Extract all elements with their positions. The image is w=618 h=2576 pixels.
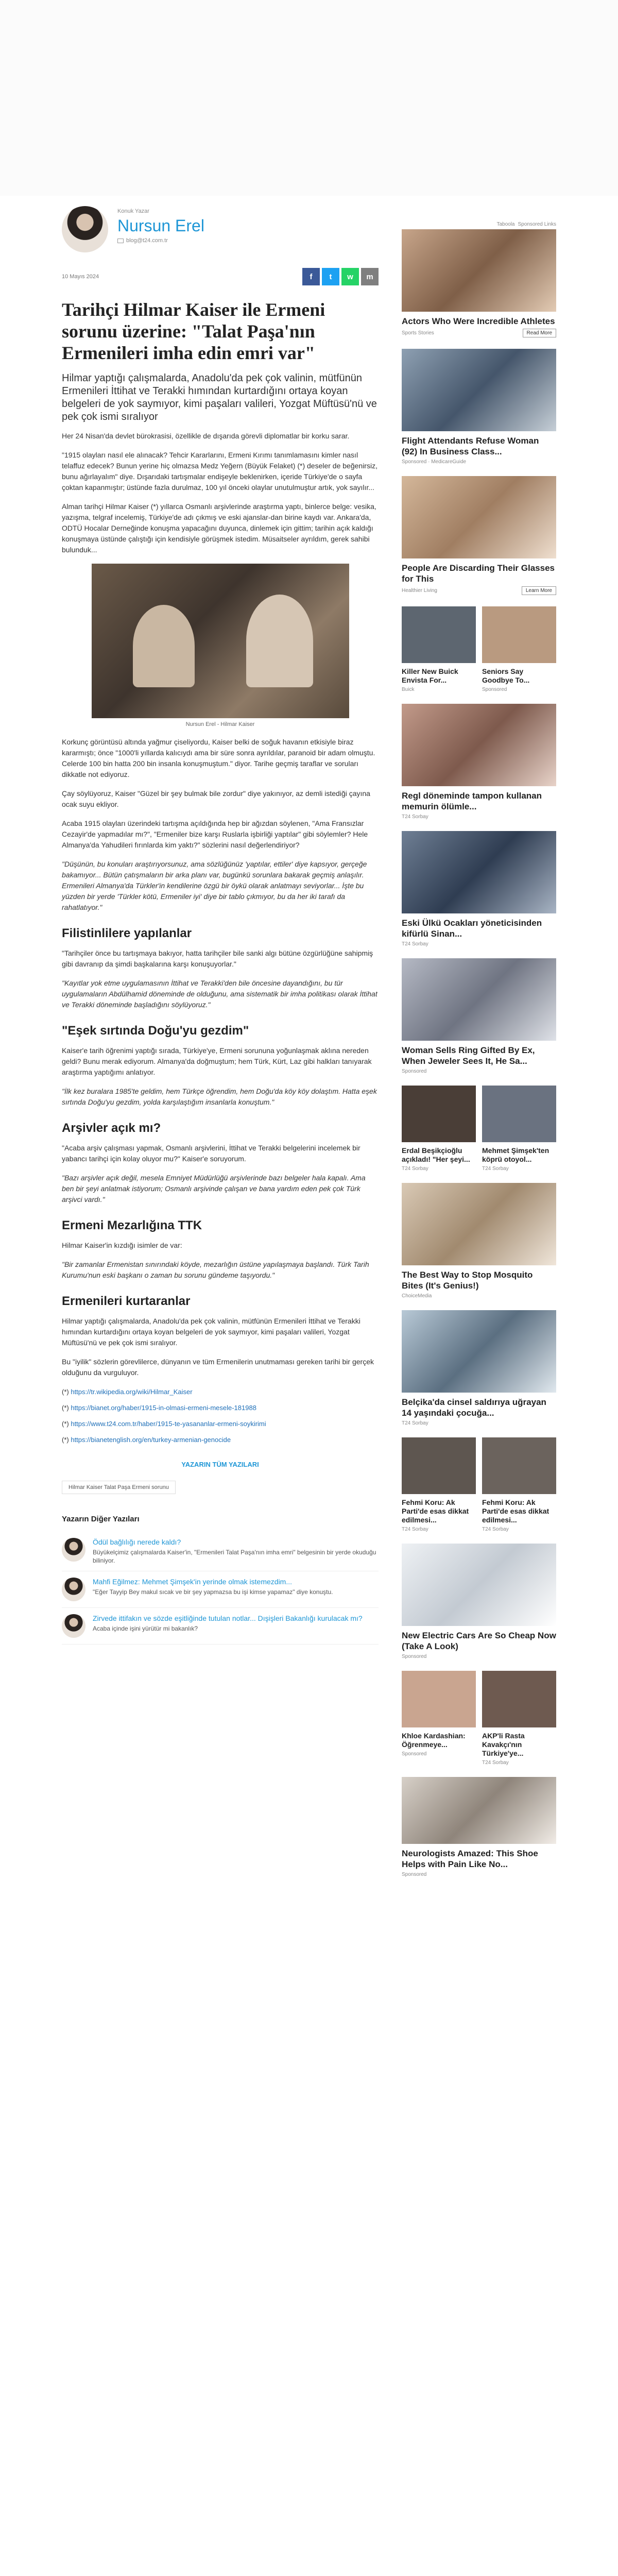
ad-image[interactable] — [482, 1086, 556, 1142]
author-email[interactable] — [117, 238, 204, 244]
share-buttons — [302, 268, 379, 285]
ad-image[interactable] — [402, 958, 556, 1041]
ad-sponsored-label: Sponsored Links — [518, 222, 556, 227]
ad-image[interactable] — [402, 476, 556, 558]
all-articles-link[interactable]: YAZARIN TÜM YAZILARI — [181, 1461, 259, 1468]
paragraph: "Tarihçiler önce bu tartışmaya bakıyor, hatta tarihçiler bile sanki algı bütüne özgürlüğüne sahipmiş gibi davranıp da şimdi başkalarına karşı konuşuyorlar." — [62, 949, 373, 968]
section-heading: "Eşek sırtında Doğu'yu gezdim" — [62, 1024, 249, 1038]
ad-title[interactable]: AKP'li Rasta Kavakçı'nın Türkiye'ye... — [482, 1732, 525, 1757]
ad-title[interactable]: Regl döneminde tampon kullanan memurin ölümle... — [402, 791, 542, 811]
article-intro: Her 24 Nisan'da devlet bürokrasisi, özellikle de dışarıda görevli diplomatlar bir korku sarar. — [62, 432, 350, 440]
ad-image[interactable] — [402, 1671, 476, 1727]
ad-pair — [402, 1437, 556, 1532]
ad-card[interactable] — [402, 476, 556, 595]
ad-card[interactable] — [402, 349, 556, 465]
ad-pair — [402, 1086, 556, 1172]
footnotes — [62, 1386, 379, 1445]
ad-title[interactable]: The Best Way to Stop Mosquito Bites (It's Genius!) — [402, 1270, 533, 1291]
paragraph: "1915 olayları nasıl ele alınacak? Tehcir Kararlarını, Ermeni Kırımı tanımlamasını kimler nasıl telaffuz edecek? Bunun yerine hiç olmazsa Medz Yeğern (Büyük Felaket) (*) deseler de beğenirsiz, bunu ağırlayalım" diye. Dışarıdaki tartışmalar endişeyle beklenirken, içeride Türkiye'de o sayfa çoktan kapanmıştır; üstünde fazla durulmaz, 100 yıl önceki olaylar unutulmuştur artık, yok sayılır... — [62, 451, 377, 492]
photo-caption: Nursun Erel - Hilmar Kaiser — [185, 721, 255, 727]
paragraph: "İlk kez buralara 1985'te geldim, hem Türkçe öğrendim, hem Doğu'da köy köy dolaştım. Hatta eşek sırtında Doğu'yu gezdim, yolda karşılaştığım insanlarla konuştum." — [62, 1087, 377, 1106]
ad-image[interactable] — [402, 606, 476, 663]
other-article-item[interactable] — [62, 1608, 379, 1645]
ad-source: T24 Sorbay — [482, 1760, 509, 1766]
ad-card[interactable] — [482, 1437, 556, 1532]
author-email-text: blog@t24.com.tr — [126, 238, 168, 244]
article-photo — [92, 564, 349, 718]
ad-source: Sponsored — [402, 1069, 427, 1074]
email-share-button[interactable]: m — [361, 268, 379, 285]
article-column — [62, 206, 379, 1645]
ad-pair — [402, 1671, 556, 1766]
ad-title[interactable]: Killer New Buick Envista For... — [402, 667, 458, 684]
tag-box[interactable]: Hilmar Kaiser Talat Paşa Ermeni sorunu — [62, 1481, 176, 1494]
paragraph: "Kayıtlar yok etme uygulamasının İttihat ve Terakki'den bile öncesine dayandığını, bu tür uygulamaların Abdülhamid döneminde de olduğunu, ama sistematik bir imha politikası olarak İttihat ve Terakki döneminde başladığını söylüyoruz." — [62, 979, 377, 1009]
ad-image[interactable] — [402, 229, 556, 312]
ad-source: Sponsored — [482, 687, 507, 692]
ad-provider: Taboola — [496, 222, 515, 227]
ad-title[interactable]: Neurologists Amazed: This Shoe Helps with Pain Like No... — [402, 1849, 538, 1869]
article-date: 10 Mayıs 2024 — [62, 274, 99, 280]
section-heading: Ermenileri kurtaranlar — [62, 1294, 191, 1308]
ad-card[interactable] — [402, 704, 556, 820]
other-article-title[interactable]: Zirvede ittifakın ve sözde eşitliğinde tutulan notlar... Dışişleri Bakanlığı kurulacak mı? — [93, 1614, 363, 1622]
ad-title[interactable]: New Electric Cars Are So Cheap Now (Take A Look) — [402, 1631, 556, 1651]
ad-title[interactable]: People Are Discarding Their Glasses for This — [402, 563, 555, 584]
ad-card[interactable] — [402, 606, 476, 692]
ad-card[interactable] — [482, 606, 556, 692]
section-heading: Ermeni Mezarlığına TTK — [62, 1218, 202, 1232]
ad-image[interactable] — [482, 1671, 556, 1727]
footnote-prefix: (*) — [62, 1404, 69, 1412]
ad-image[interactable] — [402, 704, 556, 786]
other-avatar — [62, 1578, 85, 1601]
whatsapp-share-button[interactable]: w — [341, 268, 359, 285]
ad-card[interactable] — [402, 1310, 556, 1426]
footnote-prefix: (*) — [62, 1388, 69, 1396]
other-articles-title: Yazarın Diğer Yazıları — [62, 1515, 140, 1523]
paragraph: Alman tarihçi Hilmar Kaiser (*) yıllarca Osmanlı arşivlerinde araştırma yaptı, binlerce belge: vesika, yazışma, telgraf incelemiş, Türkiye'de adı çıkmış ve eski ajanslar-dan birine kaydı var. Ankara'da, ODTÜ Hocalar Derneğinde konuşma yapacağını duyunca, dinlemek için gittim; tarihin açık kaldığı konuşmaya üstünde çalıştığı için kendisiyle görüşmek istedim. Müsaitseler ayrıldım, gerek sahibi bulunduk... — [62, 502, 376, 554]
ad-image[interactable] — [402, 1086, 476, 1142]
other-article-summary: Büyükelçimiz çalışmalarda Kaiser'in, "Ermenileri Talat Paşa'nın imha emri" belgesinin bir yerde okuduğu biliniyor. — [93, 1549, 376, 1564]
other-article-item[interactable] — [62, 1532, 379, 1571]
author-name[interactable]: Nursun Erel — [117, 216, 204, 235]
other-article-title[interactable]: Ödül bağlılığı nerede kaldı? — [93, 1538, 181, 1546]
twitter-share-button[interactable]: t — [322, 268, 339, 285]
paragraph: Çay söylüyoruz, Kaiser "Güzel bir şey bulmak bile zordur" diye yakınıyor, az demli istediği çayına ocak suyu ekliyor. — [62, 789, 370, 808]
ad-card[interactable] — [402, 222, 556, 337]
ad-title[interactable]: Erdal Beşikçioğlu açıkladı! "Her şeyi... — [402, 1146, 470, 1163]
paragraph: "Acaba arşiv çalışması yapmak, Osmanlı arşivlerini, İttihat ve Terakki belgelerini incelemek bir yabancı tarihçi için kolay oluyor mu?" Kaiser'e soruyorum. — [62, 1144, 360, 1163]
ad-source: ChoiceMedia — [402, 1293, 432, 1299]
ad-card[interactable] — [482, 1086, 556, 1172]
other-article-summary: Acaba içinde işini yürütür mi bakanlık? — [93, 1625, 198, 1632]
ad-card[interactable] — [402, 958, 556, 1074]
article-figure — [92, 564, 349, 727]
footnote-link[interactable]: https://www.t24.com.tr/haber/1915-te-yasananlar-ermeni-soykirimi — [71, 1420, 266, 1428]
ad-card[interactable] — [482, 1671, 556, 1766]
ad-title[interactable]: Actors Who Were Incredible Athletes — [402, 316, 555, 326]
ad-source: Healthier Living — [402, 588, 437, 594]
footnote-prefix: (*) — [62, 1420, 69, 1428]
ad-source: Sponsored — [402, 1872, 427, 1877]
ad-source: Sponsored — [402, 1654, 427, 1659]
paragraph: Korkunç görüntüsü altında yağmur çiseliyordu, Kaiser belki de soğuk havanın etkisiyle biraz kararmıştı; önce "1000'li yıllarda kalıcıydı ama bir süre sonra ayrıldılar, paranoid bir adam olmuştu. Celerde 100 bin hatta 200 bin insanla konuşmuştum." diyor. Tarihe geçmiş taraflar ve soruları dikkatle not ediyoruz. — [62, 738, 375, 778]
paragraph: Bu "iyilik" sözlerin görevlilerce, dünyanın ve tüm Ermenilerin unutmaması gereken tarihi bir gerçek olduğunu da vurguluyor. — [62, 1358, 374, 1377]
ad-title[interactable]: Flight Attendants Refuse Woman (92) In Business Class... — [402, 436, 539, 456]
ad-image[interactable] — [482, 1437, 556, 1494]
other-avatar — [62, 1614, 85, 1638]
footnote-link[interactable]: https://tr.wikipedia.org/wiki/Hilmar_Kaiser — [71, 1388, 193, 1396]
ad-top-labels — [402, 222, 556, 227]
author-avatar[interactable] — [62, 206, 108, 252]
ad-source: T24 Sorbay — [402, 1420, 428, 1426]
ad-source: Sponsored — [402, 1751, 427, 1757]
ad-title[interactable]: Fehmi Koru: Ak Parti'de esas dikkat edilmesi... — [402, 1498, 469, 1524]
mail-icon — [117, 239, 124, 243]
ad-source: T24 Sorbay — [402, 1527, 428, 1532]
ad-source: T24 Sorbay — [402, 814, 428, 820]
ad-image[interactable] — [402, 1777, 556, 1844]
other-article-title[interactable]: Mahfi Eğilmez: Mehmet Şimşek'in yerinde olmak istemezdim... — [93, 1578, 293, 1586]
facebook-share-button[interactable]: f — [302, 268, 320, 285]
ad-source: T24 Sorbay — [482, 1527, 509, 1532]
paragraph: "Bir zamanlar Ermenistan sınırındaki köyde, mezarlığın üstüne yapılaşmaya başlandı. Türk Tarih Kurumu'nun eski başkanı o zaman bu sorunu gündeme taşıyordu." — [62, 1260, 369, 1279]
ad-title[interactable]: Khloe Kardashian: Öğrenmeye... — [402, 1732, 466, 1749]
ad-source: Sports Stories — [402, 330, 434, 336]
ad-title[interactable]: Mehmet Şimşek'ten köprü otoyol... — [482, 1146, 550, 1163]
author-box — [62, 206, 379, 252]
other-article-item[interactable] — [62, 1571, 379, 1608]
article-title: Tarihçi Hilmar Kaiser ile Ermeni sorunu üzerine: "Talat Paşa'nın Ermenileri imha edin emri var" — [62, 299, 325, 363]
paragraph: Acaba 1915 olayları üzerindeki tartışma açıldığında hep bir ağızdan söylenen, "Ama Fransızlar Cezayir'de yapmadılar mı?", "Ermeniler bize karşı Ruslarla işbirliği yaptılar" gibi söylemler? Hele Almanya'da Yahudileri fırınlarda kim yaktı?" sözlerini nasıl değerlendiriyor? — [62, 819, 368, 849]
ad-pair — [402, 606, 556, 692]
paragraph: "Düşünün, bu konuları araştırıyorsunuz, ama sözlüğünüz 'yaptılar, ettiler' diye kapsıyor, gerçeğe bakamıyor... Bütün çatışmaların bir arka planı var, bugünkü sorunlara bakarak geçmiş anlaşılır. Ermenileri Almanya'da Türkler'in kendilerine özgü bir öykü olarak anlatmayı seviyorlar... İşte bu yüzden bir yerde 'Türkler kötü, Ermeniler iyi' diye bir tablo çıkmıyor, bu da her iki tarafı da rahatlatıyor." — [62, 860, 367, 911]
ad-card[interactable] — [402, 1544, 556, 1659]
other-avatar — [62, 1538, 85, 1562]
ad-image[interactable] — [402, 349, 556, 431]
paragraph: Hilmar yaptığı çalışmalarda, Anadolu'da pek çok valinin, mütfünün Ermenileri İttihat ve Terakki hımından kurtardığını ortaya koyan belgeleri de yok saymıyor, kimi paşaları valileri, Yozgat Müftüsü'nü ve pek çok ismi sıralıyor. — [62, 1317, 360, 1347]
ad-image[interactable] — [402, 831, 556, 913]
ad-title[interactable]: Fehmi Koru: Ak Parti'de esas dikkat edilmesi... — [482, 1498, 550, 1524]
footnote-prefix: (*) — [62, 1436, 69, 1444]
ad-card[interactable] — [402, 1671, 476, 1766]
ad-title[interactable]: Seniors Say Goodbye To... — [482, 667, 530, 684]
ad-source: T24 Sorbay — [402, 941, 428, 947]
section-heading: Arşivler açık mı? — [62, 1121, 161, 1135]
ad-title[interactable]: Woman Sells Ring Gifted By Ex, When Jeweler Sees It, He Sa... — [402, 1045, 535, 1066]
ad-card[interactable] — [402, 1086, 476, 1172]
ad-card[interactable] — [402, 1777, 556, 1877]
ad-button[interactable]: Learn More — [522, 586, 556, 595]
paragraph: Hilmar Kaiser'in kızdığı isimler de var: — [62, 1241, 182, 1249]
ad-title[interactable]: Belçika'da cinsel saldırıya uğrayan 14 yaşındaki çocuğa... — [402, 1397, 546, 1418]
ad-source: T24 Sorbay — [402, 1166, 428, 1172]
footnote-link[interactable]: https://bianetenglish.org/en/turkey-armenian-genocide — [71, 1436, 231, 1444]
paragraph: "Bazı arşivler açık değil, mesela Emniyet Müdürlüğü arşivlerinde bazı belgeler hala kapalı. Ama ben bir şeyi anlatmak istiyorum; Osmanlı arşivinde çalışan ve bana yardım eden pek çok Türk arşivci vardı." — [62, 1174, 366, 1204]
ad-button[interactable]: Read More — [523, 329, 556, 337]
ad-image[interactable] — [402, 1183, 556, 1265]
ad-card[interactable] — [402, 1183, 556, 1299]
article-lead: Hilmar yaptığı çalışmalarda, Anadolu'da pek çok valinin, mütfünün Ermenileri İttihat ve Terakki hımından kurtardığını ortaya koyan belgeleri de yok saymıyor, kimi paşaları valileri, Yozgat Müftüsü'nü ve pek çok ismi sıralıyor — [62, 372, 377, 422]
ad-source: Buick — [402, 687, 415, 692]
top-ad-band — [0, 0, 618, 196]
other-article-summary: "Eğer Tayyip Bey makul sıcak ve bir şey yapmazsa bu işi kimse yapamaz" diye konuştu. — [93, 1588, 333, 1596]
ad-image[interactable] — [402, 1437, 476, 1494]
ad-source: Sponsored · MedicareGuide — [402, 459, 467, 465]
ad-card[interactable] — [402, 831, 556, 947]
section-heading: Filistinlilere yapılanlar — [62, 926, 192, 940]
paragraph: Kaiser'e tarih öğrenimi yaptığı sırada, Türkiye'ye, Ermeni sorununa yoğunlaşmak aklına nereden geldi? Bunu merak ediyorum. Almanya'da doğmuştum; hem Türk, Kürt, Laz gibi halkları tanıyarak araştırma yaptığımı anlatıyor. — [62, 1046, 372, 1076]
ad-title[interactable]: Eski Ülkü Ocakları yöneticisinden kifürlü Sinan... — [402, 918, 542, 939]
ad-image[interactable] — [482, 606, 556, 663]
ad-image[interactable] — [402, 1544, 556, 1626]
footnote-link[interactable]: https://bianet.org/haber/1915-in-olmasi-ermeni-mesele-181988 — [71, 1404, 256, 1412]
sidebar-ads — [402, 222, 556, 1889]
ad-source: T24 Sorbay — [482, 1166, 509, 1172]
meta-row — [62, 268, 379, 285]
ad-card[interactable] — [402, 1437, 476, 1532]
author-type: Konuk Yazar — [117, 208, 149, 214]
ad-image[interactable] — [402, 1310, 556, 1393]
